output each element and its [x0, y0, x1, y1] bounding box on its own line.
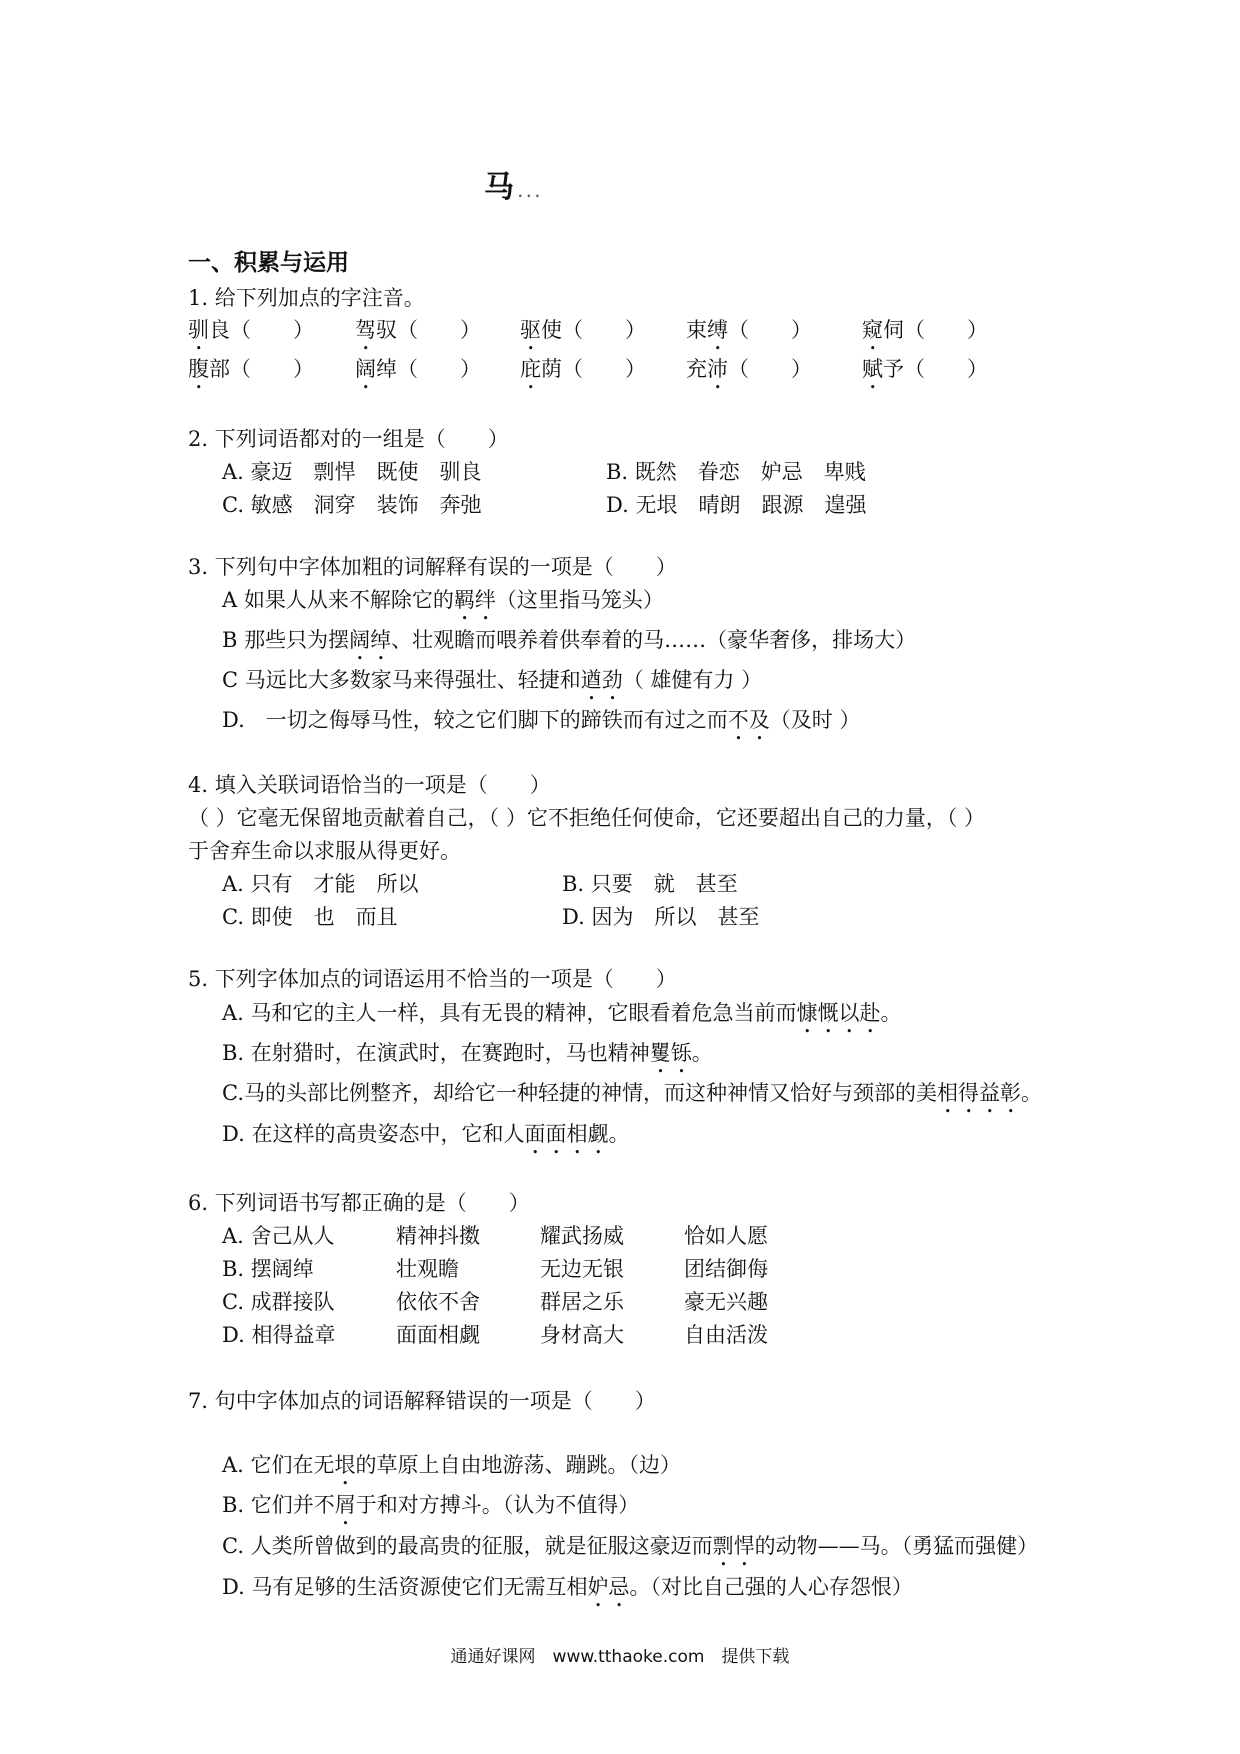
q4-stem: 4. 填入关联词语恰当的一项是（ ）: [188, 773, 551, 797]
title-text: 马: [484, 170, 514, 205]
section-heading: 一、积累与运用: [188, 250, 349, 276]
q4-text-line-1: （ ）它毫无保留地贡献着自己，（ ）它不拒绝任何使命，它还要超出自己的力量，（ ）: [188, 806, 986, 830]
q4-option-a: A. 只有 才能 所以: [222, 872, 419, 896]
q5-option-d: D. 在这样的高贵姿态中，它和人面面相觑。: [222, 1122, 630, 1146]
q6-cell: 群居之乐: [540, 1290, 624, 1314]
q7-option-b: B. 它们并不屑于和对方搏斗。（认为不值得）: [222, 1493, 640, 1517]
q1-item: 充沛（ ）: [686, 357, 812, 381]
q1-item: 驾驭（ ）: [355, 318, 481, 342]
q6-stem: 6. 下列词语书写都正确的是（ ）: [188, 1191, 530, 1215]
q1-item: 赋予（ ）: [862, 357, 988, 381]
q6-cell: 自由活泼: [684, 1323, 768, 1347]
q2-option-b: B. 既然 眷恋 妒忌 卑贱: [606, 460, 866, 484]
q7-option-d: D. 马有足够的生活资源使它们无需互相妒忌。（对比自己强的人心存怨恨）: [222, 1575, 913, 1599]
title-dots: ...: [518, 186, 544, 200]
q4-option-c: C. 即使 也 而且: [222, 905, 398, 929]
q3-option-d: D. 一切之侮辱马性，较之它们脚下的蹄铁而有过之而不及（及时 ）: [222, 708, 861, 732]
q2-option-d: D. 无垠 晴朗 跟源 遑强: [606, 493, 867, 517]
q5-option-c: C.马的头部比例整齐，却给它一种轻捷的神情，而这种神情又恰好与颈部的美相得益彰。: [222, 1081, 1042, 1105]
page-title: [484, 162, 544, 206]
q2-option-a: A. 豪迈 剽悍 既使 驯良: [222, 460, 482, 484]
q3-option-a: A 如果人从来不解除它的羁绊（这里指马笼头）: [222, 588, 664, 612]
q6-cell: 恰如人愿: [684, 1224, 768, 1248]
q6-cell: B. 摆阔绰: [222, 1257, 314, 1281]
page-footer: 通通好课网 www.tthaoke.com 提供下载: [450, 1647, 790, 1667]
q6-cell: 无边无银: [540, 1257, 624, 1281]
q1-item: 阔绰（ ）: [355, 357, 481, 381]
q6-cell: 耀武扬威: [540, 1224, 624, 1248]
q6-cell: 壮观瞻: [396, 1257, 459, 1281]
q1-item: 腹部（ ）: [188, 357, 314, 381]
q3-option-c: C 马远比大多数家马来得强壮、轻捷和遒劲（ 雄健有力 ）: [222, 668, 763, 692]
q4-option-d: D. 因为 所以 甚至: [562, 905, 760, 929]
q5-stem: 5. 下列字体加点的词语运用不恰当的一项是（ ）: [188, 967, 677, 991]
q1-item: 束缚（ ）: [686, 318, 812, 342]
q6-cell: A. 舍己从人: [222, 1224, 335, 1248]
q6-cell: 身材高大: [540, 1323, 624, 1347]
q7-option-c: C. 人类所曾做到的最高贵的征服，就是征服这豪迈而剽悍的动物——马。（勇猛而强健）: [222, 1534, 1039, 1558]
q1-item: 驯良（ ）: [188, 318, 314, 342]
q1-item: 窥伺（ ）: [862, 318, 988, 342]
q6-cell: 团结御侮: [684, 1257, 768, 1281]
q6-cell: 精神抖擞: [396, 1224, 480, 1248]
q5-option-b: B. 在射猎时，在演武时，在赛跑时，马也精神矍铄。: [222, 1041, 713, 1065]
q6-cell: 依依不舍: [396, 1290, 480, 1314]
q4-option-b: B. 只要 就 甚至: [562, 872, 738, 896]
q6-cell: D. 相得益章: [222, 1323, 336, 1347]
q6-cell: C. 成群接队: [222, 1290, 335, 1314]
q1-stem: 1. 给下列加点的字注音。: [188, 286, 425, 310]
q2-stem: 2. 下列词语都对的一组是（ ）: [188, 427, 509, 451]
q3-option-b: B 那些只为摆阔绰、壮观瞻而喂养着供奉着的马……（豪华奢侈，排场大）: [222, 628, 917, 652]
q1-item: 庇荫（ ）: [520, 357, 646, 381]
q3-stem: 3. 下列句中字体加粗的词解释有误的一项是（ ）: [188, 555, 677, 579]
q5-option-a: A. 马和它的主人一样，具有无畏的精神，它眼看着危急当前而慷慨以赴。: [222, 1001, 902, 1025]
q4-text-line-2: 于舍弃生命以求服从得更好。: [188, 839, 461, 863]
q2-option-c: C. 敏感 洞穿 装饰 奔弛: [222, 493, 482, 517]
q7-stem: 7. 句中字体加点的词语解释错误的一项是（ ）: [188, 1389, 656, 1413]
q1-item: 驱使（ ）: [520, 318, 646, 342]
q6-cell: 面面相觑: [396, 1323, 480, 1347]
q7-option-a: A. 它们在无垠的草原上自由地游荡、蹦跳。（边）: [222, 1453, 682, 1477]
q6-cell: 豪无兴趣: [684, 1290, 768, 1314]
